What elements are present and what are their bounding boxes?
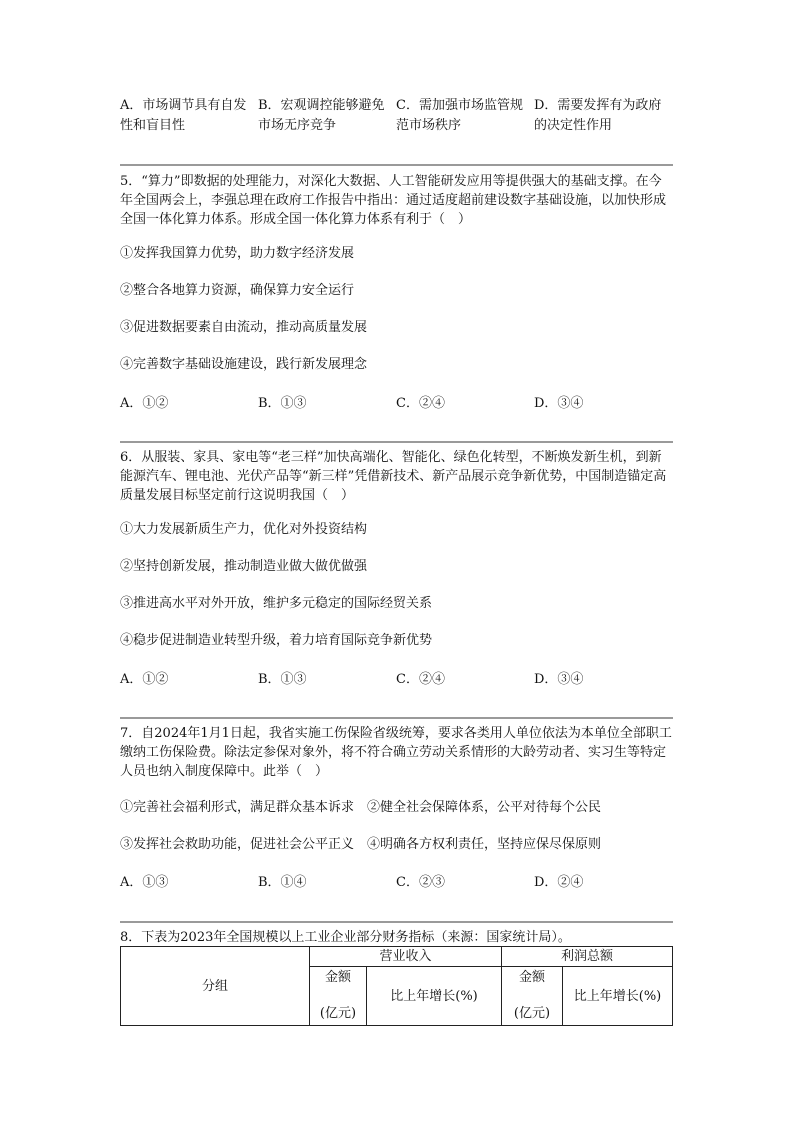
divider	[120, 441, 673, 443]
q6-statement-1: ①大力发展新质生产力，优化对外投资结构	[120, 522, 368, 537]
q6-answer-c: C．②④	[396, 672, 445, 687]
table-header-profit: 利润总额	[502, 947, 673, 967]
q7-stem: 7．自2024年1月1日起，我省实施工伤保险省级统筹，要求各类用人单位依法为本单位全部职工缴纳工伤保险费。除法定参保对象外，将不符合确立劳动关系情形的大龄劳动者、实习生等特定人员也纳入制度保障中。此举（ ）	[120, 726, 672, 779]
q6-statement-3: ③推进高水平对外开放，维护多元稳定的国际经贸关系	[120, 596, 433, 611]
q5-statement-3: ③促进数据要素自由流动，推动高质量发展	[120, 320, 368, 335]
q4-option-a: A．市场调节具有自发性和盲目性	[120, 98, 247, 133]
table-header-group: 分组	[121, 947, 310, 1026]
q7-statement-row-1: ①完善社会福利形式，满足群众基本诉求 ②健全社会保障体系，公平对待每个公民	[120, 800, 602, 815]
q6-stem: 6．从服装、家具、家电等“老三样”加快高端化、智能化、绿色化转型，不断焕发新生机，到新能源汽车、锂电池、光伏产品等“新三样”凭借新技术、新产品展示竞争新优势，中国制造锚定高质量发展目标坚定前行这说明我国（ ）	[120, 450, 667, 503]
q5-statement-1: ①发挥我国算力优势，助力数字经济发展	[120, 246, 355, 261]
financial-indicators-table	[120, 946, 673, 1026]
q5-answer-a: A．①②	[120, 396, 169, 411]
revenue-amount-header	[310, 967, 367, 1026]
divider	[120, 717, 673, 719]
q4-options	[120, 96, 672, 136]
q7-answer-b: B．①④	[258, 875, 307, 890]
profit-amount-header	[502, 967, 563, 1026]
q5-statement-4: ④完善数字基础设施建设，践行新发展理念	[120, 357, 368, 372]
q5-answer-c: C．②④	[396, 396, 445, 411]
q7-statement-row-2: ③发挥社会救助功能，促进社会公平正义 ④明确各方权利责任，坚持应保尽保原则	[120, 837, 602, 852]
table-header-revenue: 营业收入	[310, 947, 502, 967]
q6-statement-2: ②坚持创新发展，推动制造业做大做优做强	[120, 559, 368, 574]
amount-unit: (亿元)	[319, 1006, 357, 1021]
q5-statement-2: ②整合各地算力资源，确保算力安全运行	[120, 283, 355, 298]
q7-answer-a: A．①③	[120, 875, 169, 890]
revenue-growth-header: 比上年增长(%)	[367, 967, 502, 1026]
divider	[120, 921, 673, 923]
amount-unit: (亿元)	[513, 1006, 551, 1021]
q5-answer-b: B．①③	[258, 396, 307, 411]
q7-answer-d: D．②④	[534, 875, 584, 890]
profit-growth-header: 比上年增长(%)	[563, 967, 673, 1026]
q6-answer-d: D．③④	[534, 672, 584, 687]
amount-label: 金额	[518, 970, 545, 985]
q4-option-b: B．宏观调控能够避免市场无序竞争	[258, 98, 385, 133]
q6-answer-a: A．①②	[120, 672, 169, 687]
q5-stem: 5．“算力”即数据的处理能力，对深化大数据、人工智能研发应用等提供强大的基础支撑。在今年全国两会上，李强总理在政府工作报告中指出：通过适度超前建设数字基础设施，以加快形成全国一体化算力体系。形成全国一体化算力体系有利于（ ）	[120, 174, 667, 227]
q8-stem: 8．下表为2023年全国规模以上工业企业部分财务指标（来源：国家统计局）。	[120, 930, 571, 945]
q6-statement-4: ④稳步促进制造业转型升级，着力培育国际竞争新优势	[120, 633, 433, 648]
divider	[120, 164, 673, 166]
q7-answer-c: C．②③	[396, 875, 445, 890]
q6-answer-b: B．①③	[258, 672, 307, 687]
amount-label: 金额	[324, 970, 351, 985]
q4-option-c: C．需加强市场监管规范市场秩序	[396, 98, 523, 133]
q4-option-d: D．需要发挥有为政府的决定性作用	[534, 98, 662, 133]
q5-answer-d: D．③④	[534, 396, 584, 411]
